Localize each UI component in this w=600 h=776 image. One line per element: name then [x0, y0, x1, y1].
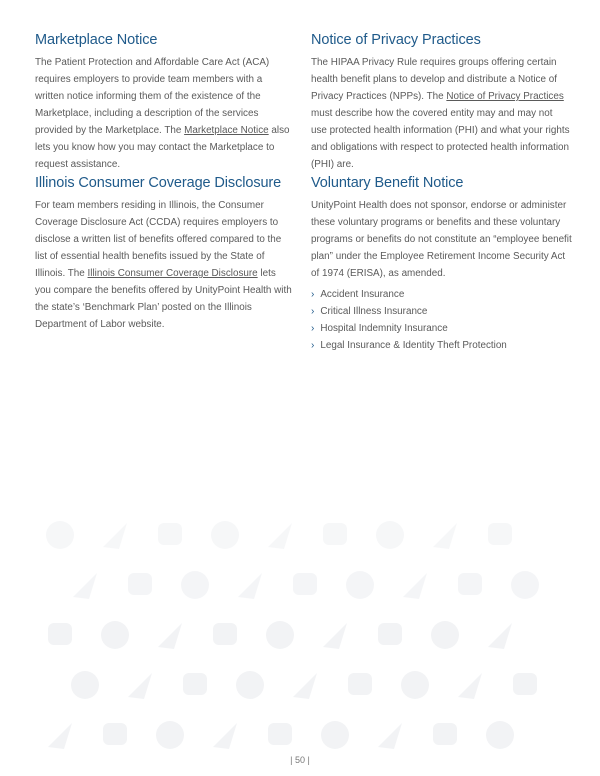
- apple-icon: [488, 523, 512, 545]
- trophy-icon: [486, 721, 514, 749]
- rocket-icon: [403, 573, 427, 599]
- marketplace-notice-section: [35, 32, 293, 173]
- head-gear-icon: [236, 671, 264, 699]
- list-item: › Critical Illness Insurance: [311, 303, 573, 320]
- hand-coins-icon: [103, 723, 127, 745]
- rocket-icon: [323, 623, 347, 649]
- list-item: › Hospital Indemnity Insurance: [311, 320, 573, 337]
- chevron-right-icon: ›: [311, 306, 315, 317]
- section-title: Notice of Privacy Practices: [311, 32, 481, 48]
- marketplace-notice-link[interactable]: Marketplace Notice: [184, 125, 269, 136]
- lightbulb-icon: [401, 671, 429, 699]
- illinois-disclosure-link[interactable]: Illinois Consumer Coverage Disclosure: [87, 268, 258, 279]
- list-item: › Legal Insurance & Identity Theft Protection: [311, 337, 573, 354]
- privacy-notice-section: [311, 32, 571, 173]
- benefit-list: [311, 286, 573, 354]
- piggy-bank-icon: [433, 723, 457, 745]
- section-body: For team members residing in Illinois, the Consumer Coverage Disclosure Act (CCDA) requires employers to disclose a written list of benefits offered compared to the list of essential health benefits issued by the State of Illinois. The Illinois Consumer Coverage Disclosure lets you compare the benefits offered by UnityPoint Health with the state’s ‘Benchmark Plan’ posted on the Illinois Department of Labor website.: [35, 200, 292, 330]
- voluntary-benefit-section: [311, 175, 573, 354]
- decorative-icon-pattern: [40, 515, 560, 760]
- head-gear-icon: [346, 571, 374, 599]
- piggy-bank-icon: [158, 523, 182, 545]
- head-gear-icon: [376, 521, 404, 549]
- section-body: UnityPoint Health does not sponsor, endorse or administer these voluntary programs or benefits and these voluntary programs or benefits do not constitute an “employee benefit plan” under the Employee Retirement Income Security Act of 1974 (ERISA), as amended.: [311, 200, 572, 279]
- page-number: | 50 |: [290, 755, 310, 765]
- piggy-bank-icon: [513, 673, 537, 695]
- signpost-icon: [158, 623, 182, 649]
- list-item: › Accident Insurance: [311, 286, 573, 303]
- lightbulb-icon: [321, 721, 349, 749]
- lightbulb-icon: [431, 621, 459, 649]
- privacy-practices-link[interactable]: Notice of Privacy Practices: [446, 91, 564, 102]
- section-body: The HIPAA Privacy Rule requires groups offering certain health benefit plans to develop and distribute a Notice of Privacy Practices (NPPs). The Notice of Privacy Practices must describe how the covered entity may and may not use protected health information (PHI) and what your rights and obligations with respect to protected health information (PHI) are.: [311, 57, 570, 170]
- rocket-icon: [458, 673, 482, 699]
- illinois-disclosure-section: [35, 175, 293, 333]
- rocket-icon: [73, 573, 97, 599]
- lightbulb-icon: [46, 521, 74, 549]
- section-title: Voluntary Benefit Notice: [311, 175, 464, 191]
- rocket-icon: [378, 723, 402, 749]
- hand-coins-icon: [293, 573, 317, 595]
- apple-icon: [268, 723, 292, 745]
- signpost-icon: [268, 523, 292, 549]
- signpost-icon: [128, 673, 152, 699]
- rocket-icon: [213, 723, 237, 749]
- rocket-icon: [293, 673, 317, 699]
- section-title: Marketplace Notice: [35, 32, 158, 48]
- signpost-icon: [48, 723, 72, 749]
- trophy-icon: [71, 671, 99, 699]
- hand-coins-icon: [323, 523, 347, 545]
- apple-icon: [458, 573, 482, 595]
- trophy-icon: [101, 621, 129, 649]
- piggy-bank-icon: [48, 623, 72, 645]
- head-gear-icon: [266, 621, 294, 649]
- lightbulb-icon: [511, 571, 539, 599]
- head-gear-icon: [156, 721, 184, 749]
- rocket-icon: [433, 523, 457, 549]
- rocket-icon: [488, 623, 512, 649]
- hand-coins-icon: [183, 673, 207, 695]
- chevron-right-icon: ›: [311, 340, 315, 351]
- rocket-icon: [103, 523, 127, 549]
- section-title: Illinois Consumer Coverage Disclosure: [35, 175, 282, 191]
- section-body: The Patient Protection and Affordable Care Act (ACA) requires employers to provide team members with a written notice informing them of the existence of the Marketplace, including a description of the services provided by the Marketplace. The Marketplace Notice also lets you know how you may contact the Marketplace to request assistance.: [35, 57, 290, 170]
- chevron-right-icon: ›: [311, 289, 315, 300]
- chevron-right-icon: ›: [311, 323, 315, 334]
- apple-icon: [348, 673, 372, 695]
- hand-coins-icon: [213, 623, 237, 645]
- trophy-icon: [181, 571, 209, 599]
- piggy-bank-icon: [128, 573, 152, 595]
- signpost-icon: [238, 573, 262, 599]
- apple-icon: [378, 623, 402, 645]
- trophy-icon: [211, 521, 239, 549]
